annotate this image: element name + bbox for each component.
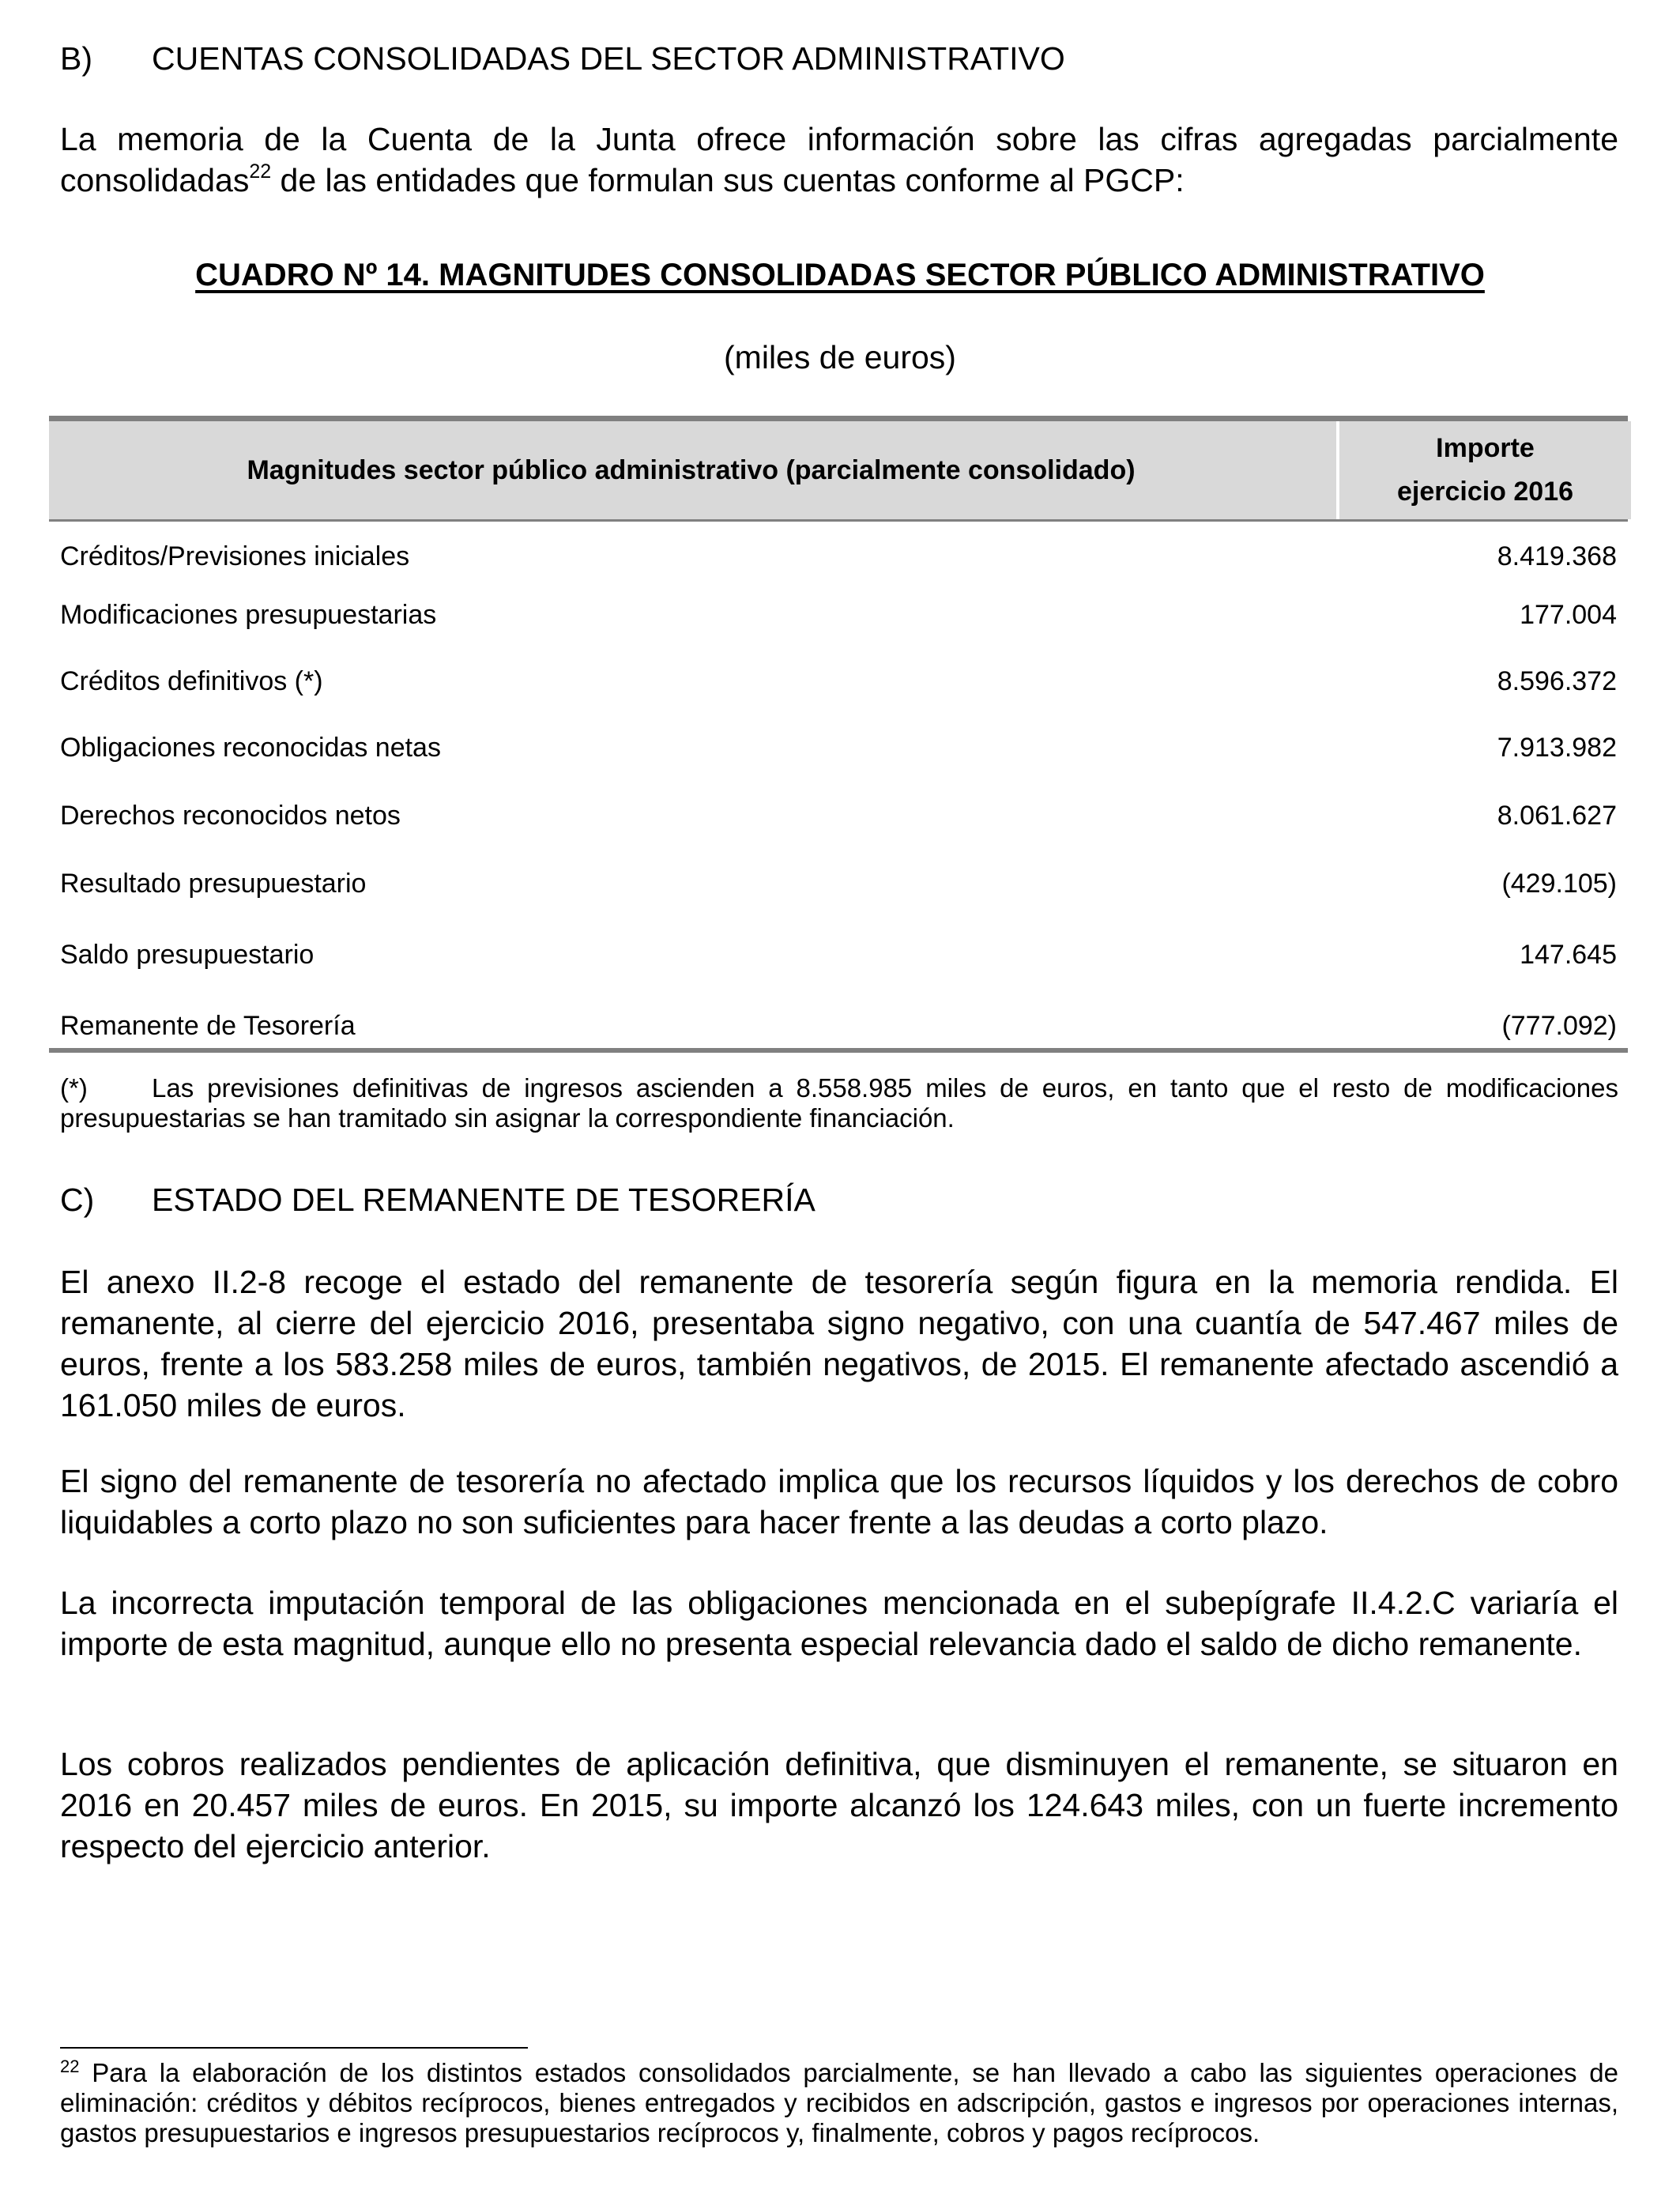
note-mark: (*) [60, 1073, 88, 1103]
paragraph: Los cobros realizados pendientes de aplicación definitiva, que disminuyen el remanente, se situaron en 2016 en 20.457 miles de euros. En 2015, su importe alcanzó los 124.643 miles, con un fuerte incremento respecto del ejercicio anterior. [60, 1746, 1618, 1864]
table-row: Créditos/Previsiones iniciales 8.419.368 [60, 541, 1617, 571]
magnitudes-table [49, 416, 1628, 1041]
section-c-heading [60, 1179, 816, 1220]
section-b-heading [60, 38, 1065, 79]
header-importe: Importe ejercicio 2016 [1336, 421, 1631, 519]
intro-text-end: de las entidades que formulan sus cuentas conforme al PGCP: [271, 162, 1185, 198]
table-bottom-rule [49, 1048, 1628, 1053]
section-b-intro [60, 119, 1618, 201]
table-row: Créditos definitivos (*) 8.596.372 [60, 666, 1617, 696]
header-magnitudes: Magnitudes sector público administrativo (parcialmente consolidado) [247, 454, 1136, 485]
table-title: CUADRO Nº 14. MAGNITUDES CONSOLIDADAS SECTOR PÚBLICO ADMINISTRATIVO [195, 258, 1485, 292]
note-text: Las previsiones definitivas de ingresos ascienden a 8.558.985 miles de euros, en tanto que el resto de modificaciones presupuestarias se han tramitado sin asignar la correspondiente financiación. [60, 1073, 1618, 1133]
section-c-letter: C) [60, 1182, 95, 1218]
table-row: Obligaciones reconocidas netas 7.913.982 [60, 733, 1617, 763]
paragraph: El anexo II.2-8 recoge el estado del remanente de tesorería según figura en la memoria rendida. El remanente, al cierre del ejercicio 2016, presentaba signo negativo, con una cuantía de 547.467 miles de euros, frente a los 583.258 miles de euros, también negativos, de 2015. El remanente afectado ascendió a 161.050 miles de euros. [60, 1264, 1618, 1423]
paragraph: La incorrecta imputación temporal de las obligaciones mencionada en el subepígrafe II.4.2.C variaría el importe de esta magnitud, aunque ello no presenta especial relevancia dado el saldo de dicho remanente. [60, 1585, 1618, 1662]
table-top-rule [49, 416, 1628, 421]
intro-text: La memoria de la Cuenta de la Junta ofrece información sobre las cifras agregadas parcialmente consolidadas [60, 121, 1618, 198]
footnote-separator [60, 2047, 528, 2049]
footnote-number: 22 [60, 2056, 80, 2076]
table-row: Resultado presupuestario (429.105) [60, 869, 1617, 899]
table-row: Modificaciones presupuestarias 177.004 [60, 600, 1617, 630]
section-b-letter: B) [60, 40, 92, 77]
section-c-title: ESTADO DEL REMANENTE DE TESORERÍA [152, 1182, 816, 1218]
table-row: Remanente de Tesorería (777.092) [60, 1011, 1617, 1041]
footnote-ref-22[interactable]: 22 [249, 160, 272, 183]
footnote-text: Para la elaboración de los distintos estados consolidados parcialmente, se han llevado a cabo las siguientes operaciones de eliminación: créditos y débitos recíprocos, bienes entregados y recibidos en adscripción, gastos e ingresos por operaciones internas, gastos presupuestarios e ingresos presupuestarios recíprocos y, finalmente, cobros y pagos recíprocos. [60, 2058, 1618, 2147]
paragraph: El signo del remanente de tesorería no afectado implica que los recursos líquidos y los derechos de cobro liquidables a corto plazo no son suficientes para hacer frente a las deudas a corto plazo. [60, 1463, 1618, 1540]
table-row: Derechos reconocidos netos 8.061.627 [60, 801, 1617, 831]
section-b-title: CUENTAS CONSOLIDADAS DEL SECTOR ADMINISTRATIVO [152, 40, 1065, 77]
table-header [49, 421, 1628, 522]
table-units: (miles de euros) [724, 339, 956, 375]
footnote [60, 2058, 1618, 2148]
table-note [60, 1073, 1618, 1133]
table-row: Saldo presupuestario 147.645 [60, 940, 1617, 970]
